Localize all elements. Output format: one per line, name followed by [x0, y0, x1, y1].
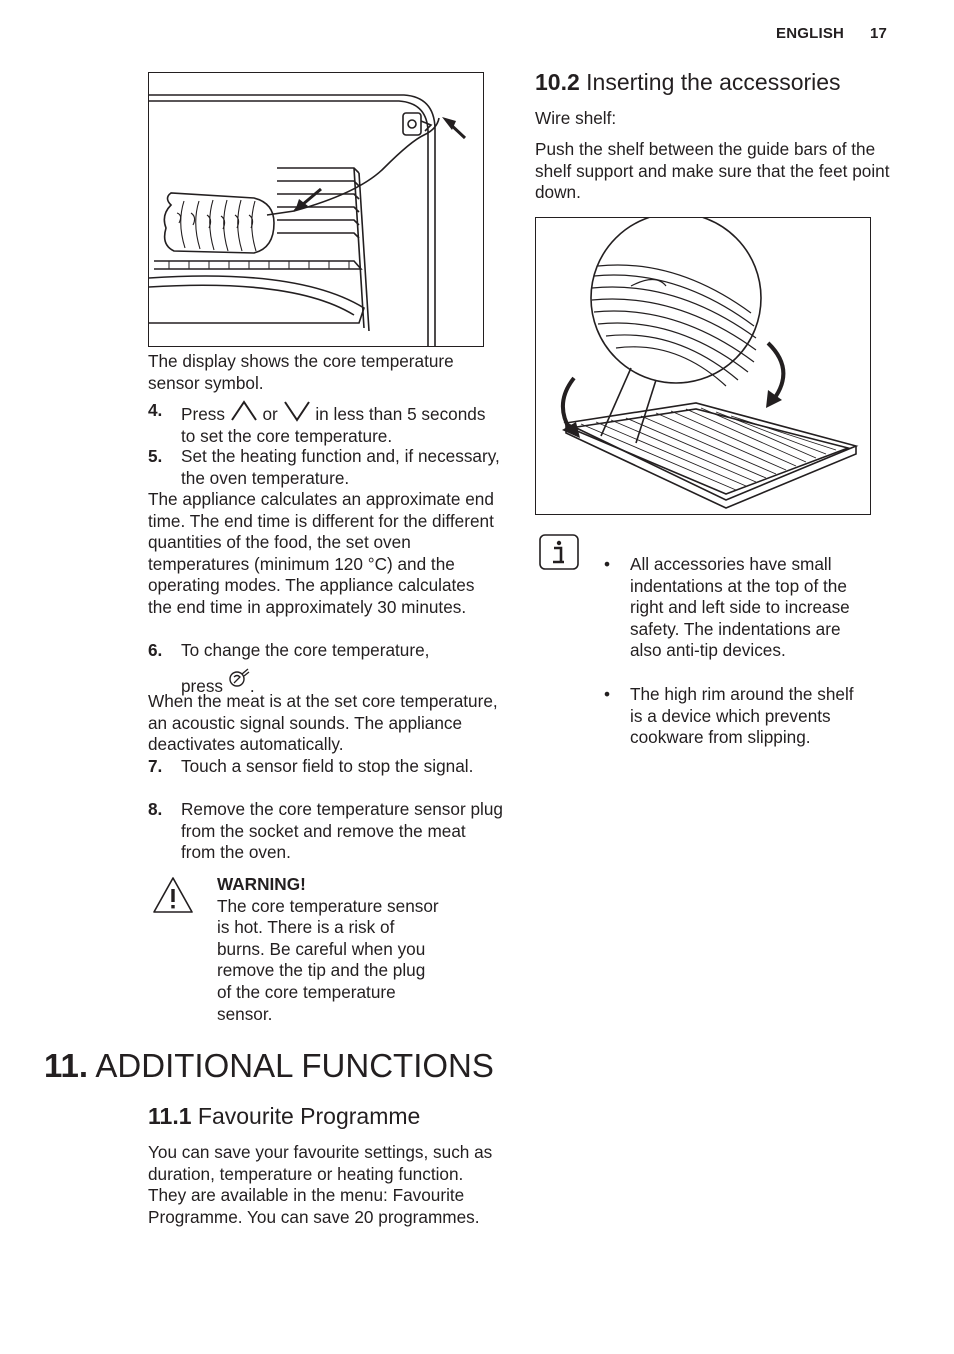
- arrow-down-icon: [283, 400, 311, 422]
- step-6-press: press: [181, 675, 224, 696]
- display-text: The display shows the core temperature sensor symbol.: [148, 351, 454, 393]
- step-8-number: 8.: [148, 799, 163, 819]
- header-language: ENGLISH: [776, 25, 845, 42]
- step-5-text: Set the heating function and, if necessary, the oven temperature.: [181, 446, 500, 488]
- section-11-1-number: 11.1: [148, 1103, 192, 1129]
- step-4-press: Press: [181, 404, 225, 424]
- bullet-text: All accessories have small indentations at the top of the right and left side to increase safety. The indentations are also anti-tip devices.: [630, 554, 850, 661]
- section-11-number: 11.: [44, 1047, 89, 1084]
- step-4: [148, 400, 503, 447]
- section-11-title: ADDITIONAL FUNCTIONS: [95, 1047, 494, 1084]
- step-7: [148, 756, 503, 778]
- step-6-number: 6.: [148, 640, 163, 660]
- step-4-or: or: [262, 404, 278, 424]
- section-11-1-heading: [148, 1102, 420, 1130]
- meat-text: When the meat is at the set core temperature, an acoustic signal sounds. The appliance deactivates automatically.: [148, 691, 498, 755]
- accessory-bullet: [604, 684, 864, 749]
- section-10-2-heading: [535, 68, 841, 96]
- section-11-1-title: Favourite Programme: [197, 1103, 421, 1129]
- step-8-text: Remove the core temperature sensor plug from the socket and remove the meat from the oven.: [181, 799, 503, 863]
- step-4-rest: in less than 5 seconds to set the core temperature.: [181, 404, 486, 446]
- warning-title: WARNING!: [217, 874, 306, 894]
- step-7-number: 7.: [148, 756, 163, 776]
- accessory-bullet: [604, 554, 864, 662]
- warning-line: of the core temperature: [217, 981, 396, 1002]
- step-6: [148, 640, 503, 697]
- calculation-text: The appliance calculates an approximate end time. The end time is different for the different quantities of the food, the set oven temperatures (minimum 120 °C) and the operating modes. The appliance calculates the end time in approximately 30 minutes.: [148, 489, 494, 617]
- bullet-text: The high rim around the shelf is a device which prevents cookware from slipping.: [630, 684, 854, 748]
- core-sensor-icon: [228, 668, 250, 690]
- step-8: [148, 799, 503, 864]
- info-icon: [539, 534, 579, 570]
- warning-line: is hot. There is a risk of: [217, 917, 395, 938]
- warning-line: remove the tip and the plug: [217, 960, 426, 981]
- step-5-number: 5.: [148, 446, 163, 466]
- favourite-programme-text: You can save your favourite settings, such as duration, temperature or heating function. They are available in the menu: Favourite Programme. You can save 20 programmes.: [148, 1142, 493, 1227]
- warning-line: sensor.: [217, 1003, 273, 1024]
- push-shelf-text: Push the shelf between the guide bars of the shelf support and make sure that the feet point down.: [535, 139, 890, 203]
- step-7-text: Touch a sensor field to stop the signal.: [181, 756, 474, 776]
- section-10-2-number: 10.2: [535, 69, 580, 95]
- bullet-dot: •: [604, 684, 611, 704]
- wire-shelf-figure: [535, 217, 871, 515]
- section-11-heading: [44, 1046, 494, 1086]
- step-6-text: To change the core temperature,: [181, 640, 430, 660]
- warning-line: The core temperature sensor: [217, 895, 439, 916]
- oven-core-sensor-figure: [148, 72, 484, 347]
- step-4-number: 4.: [148, 400, 163, 420]
- wire-shelf-label: Wire shelf:: [535, 108, 617, 128]
- step-6-end: .: [249, 675, 255, 696]
- warning-icon: [152, 876, 194, 914]
- page-number: 17: [870, 25, 888, 42]
- step-5: [148, 446, 503, 489]
- section-10-2-title: Inserting the accessories: [586, 69, 841, 95]
- arrow-up-icon: [230, 400, 258, 422]
- bullet-dot: •: [604, 554, 611, 574]
- warning-line: burns. Be careful when you: [217, 938, 426, 959]
- warning-block: [217, 874, 487, 1025]
